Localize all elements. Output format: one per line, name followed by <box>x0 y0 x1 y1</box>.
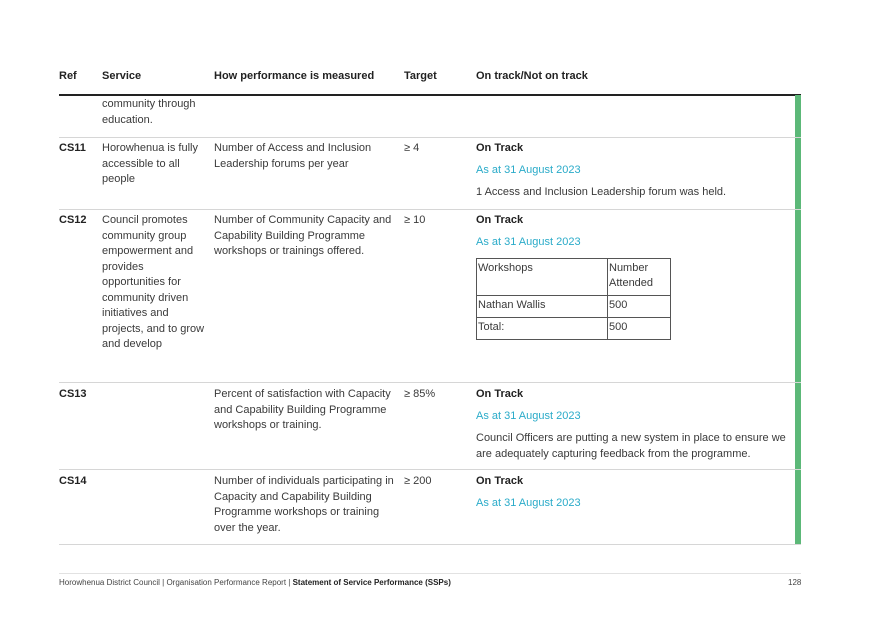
page-number: 128 <box>788 578 802 587</box>
row-status: On Track <box>476 475 524 487</box>
row-as-at: As at 31 August 2023 <box>476 236 581 248</box>
row-ref: CS13 <box>59 388 87 400</box>
row-status: On Track <box>476 214 524 226</box>
row-divider <box>59 137 801 138</box>
table-header-cell: Workshops <box>477 259 608 296</box>
row-target: ≥ 85% <box>404 388 436 400</box>
table-header-cell: Number Attended <box>608 259 671 296</box>
header-status: On track/Not on track <box>476 70 588 82</box>
row-note: Council Officers are putting a new system in place to ensure we are adequately capturing feedback from the programme. <box>476 432 786 460</box>
footer-text <box>59 578 451 587</box>
row-measure: Number of Community Capacity and Capability Building Programme workshops or trainings offered. <box>214 214 392 257</box>
row-as-at: As at 31 August 2023 <box>476 497 581 509</box>
row-service: Horowhenua is fully accessible to all people <box>102 142 198 185</box>
row-ref: CS14 <box>59 475 87 487</box>
footer-rule <box>59 573 801 574</box>
row-divider <box>59 209 801 210</box>
row-note: 1 Access and Inclusion Leadership forum was held. <box>476 186 727 198</box>
header-service: Service <box>102 70 142 82</box>
table-row <box>477 318 671 340</box>
row-target: ≥ 4 <box>404 142 420 154</box>
service-continued: community through education. <box>102 98 196 126</box>
table-header-row <box>477 259 671 296</box>
header-measure: How performance is measured <box>214 70 375 82</box>
row-target: ≥ 200 <box>404 475 432 487</box>
table-cell: Total: <box>477 318 608 340</box>
row-target: ≥ 10 <box>404 214 426 226</box>
row-as-at: As at 31 August 2023 <box>476 410 581 422</box>
row-divider <box>59 382 801 383</box>
row-ref: CS11 <box>59 142 86 154</box>
header-ref: Ref <box>59 70 77 82</box>
table-row <box>477 296 671 318</box>
row-status: On Track <box>476 142 524 154</box>
row-ref: CS12 <box>59 214 87 226</box>
row-divider <box>59 469 801 470</box>
table-cell: 500 <box>608 318 671 340</box>
accent-bar <box>795 95 801 545</box>
row-measure: Number of Access and Inclusion Leadership forums per year <box>214 142 372 170</box>
footer-org: Horowhenua District Council | Organisation Performance Report | <box>59 578 293 587</box>
table-cell: Nathan Wallis <box>477 296 608 318</box>
footer-section: Statement of Service Performance (SSPs) <box>292 578 451 587</box>
row-status: On Track <box>476 388 524 400</box>
table-bottom-rule <box>59 544 801 545</box>
table-cell: 500 <box>608 296 671 318</box>
row-measure: Percent of satisfaction with Capacity and Capability Building Programme workshops or training. <box>214 388 391 431</box>
row-service: Council promotes community group empowerment and provides opportunities for community driven initiatives and projects, and to grow and develop <box>102 214 205 350</box>
row-as-at: As at 31 August 2023 <box>476 164 581 176</box>
workshops-table <box>476 258 671 340</box>
header-target: Target <box>404 70 437 82</box>
row-measure: Number of individuals participating in Capacity and Capability Building Programme workshops or training over the year. <box>214 475 394 534</box>
header-rule <box>59 94 801 96</box>
